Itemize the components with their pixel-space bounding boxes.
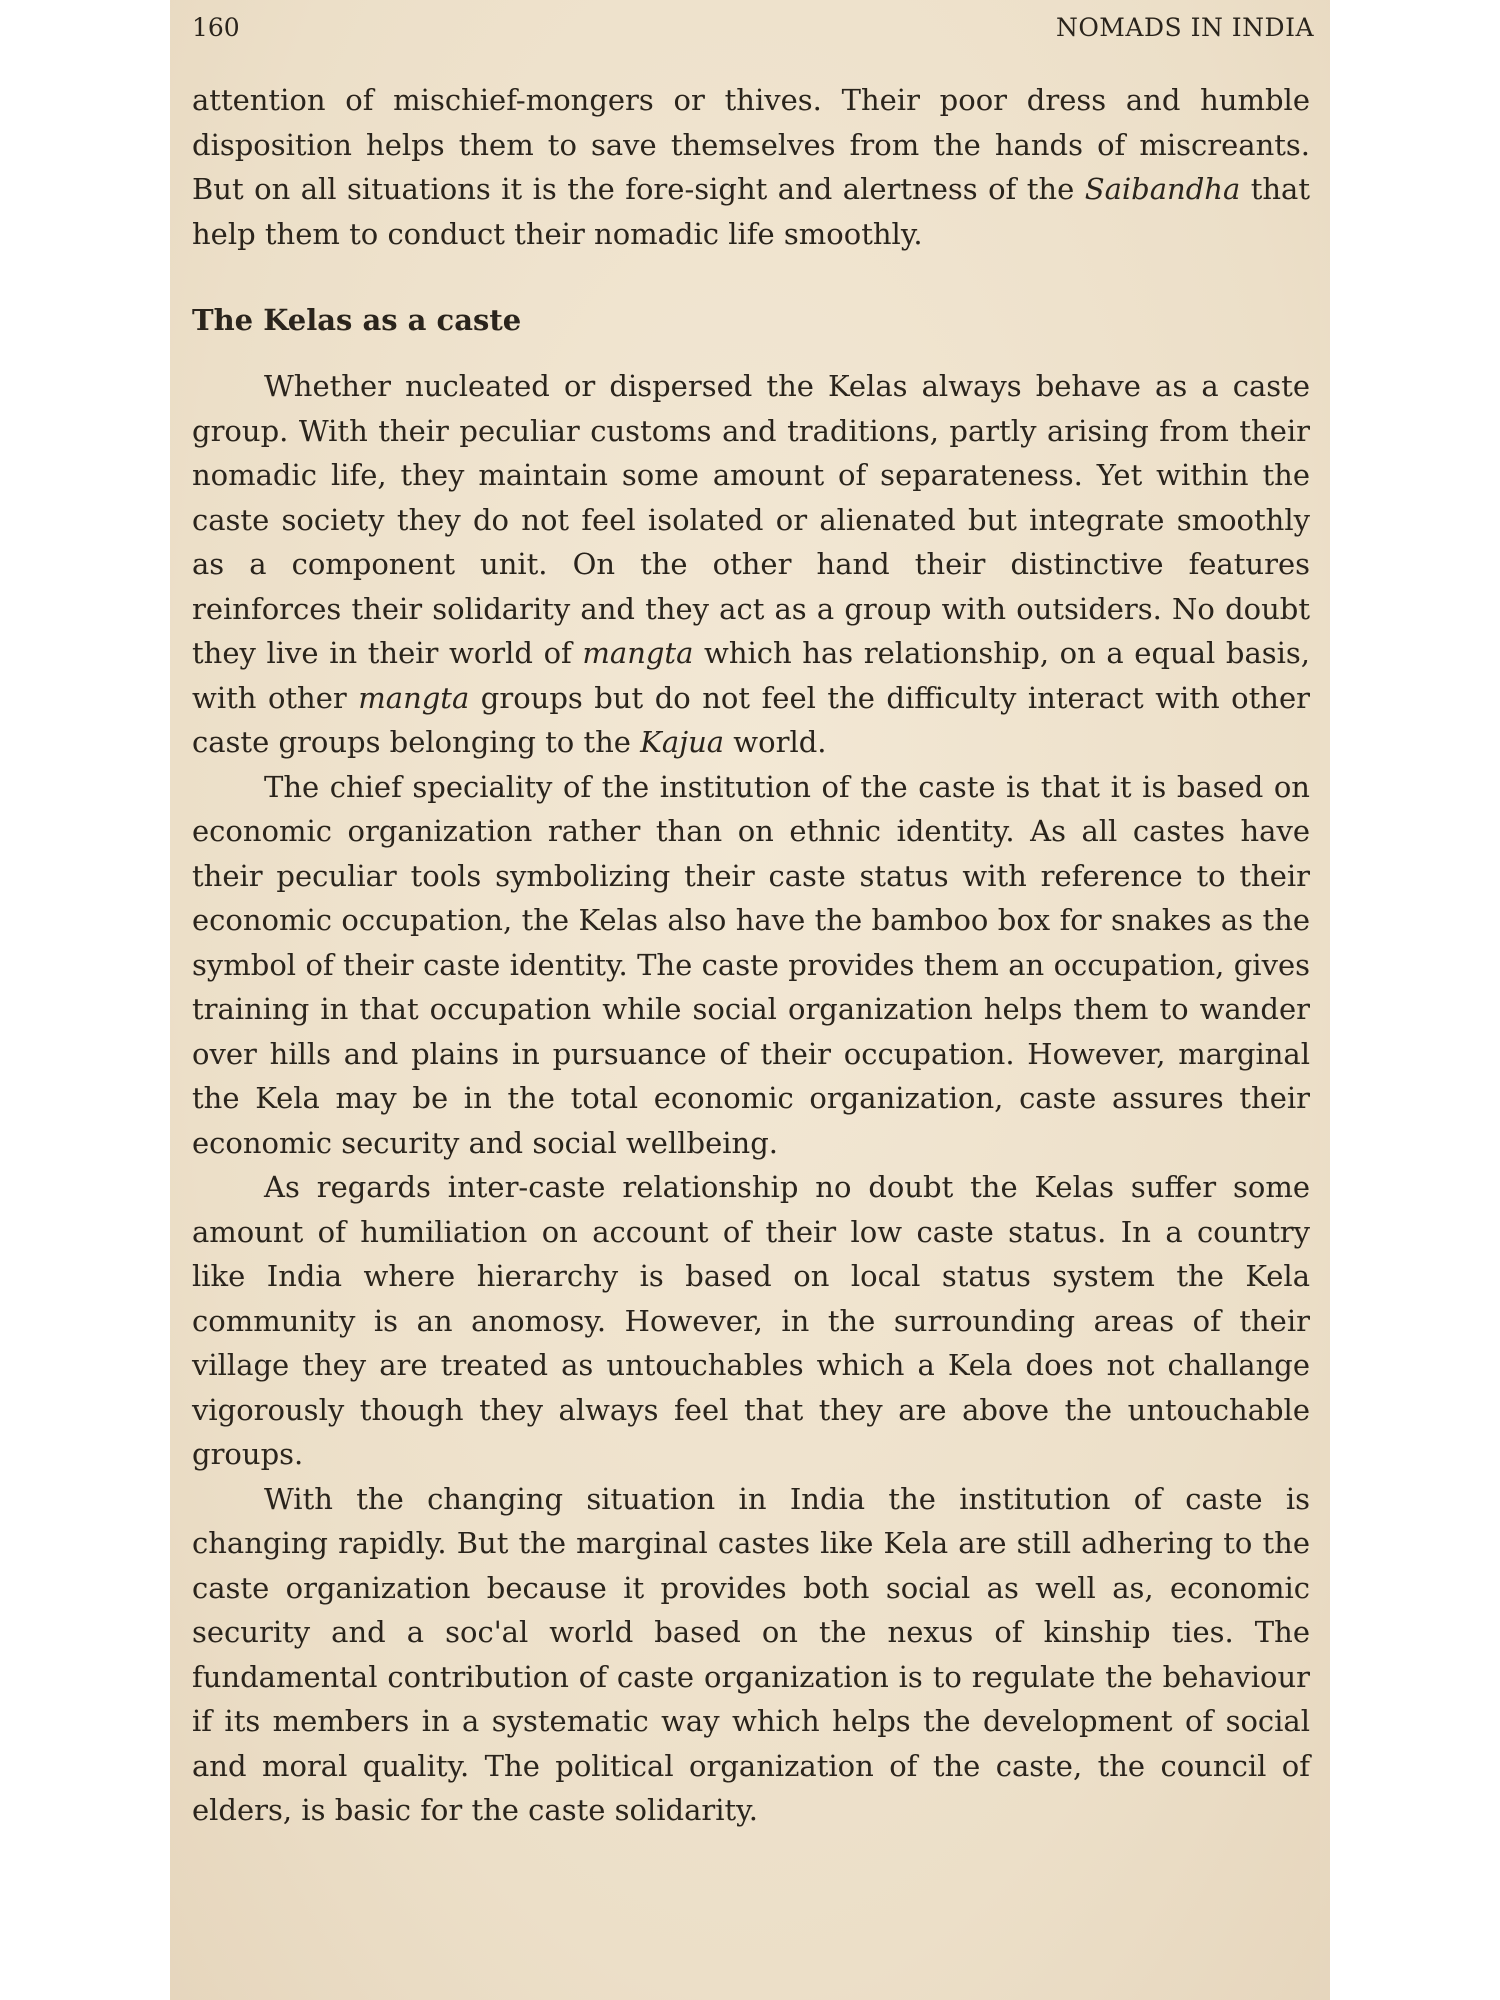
text-run: attention of mischief-mongers or thives. Their poor dress and humble disposition helps them to save themselves from the hands of miscreants. But on all situations it is the fore-sight and alertness of the (192, 83, 1310, 206)
book-title: NOMADS IN INDIA (1055, 13, 1314, 42)
text-run: which has relationship, on a equal basis, with other (192, 636, 1310, 715)
paragraph-2: The chief speciality of the institution of the caste is that it is based on economic organization rather than on ethnic identity. As all castes have their peculiar tools symbolizing their caste status with reference to their economic occupation, the Kelas also have the bamboo box for snakes as the symbol of their caste identity. The caste provides them an occupation, gives training in that occupation while social organization helps them to wander over hills and plains in pursuance of their occupation. However, marginal the Kela may be in the total economic organization, caste assures their economic security and social wellbeing. (192, 769, 1310, 1160)
paragraph-4: With the changing situation in India the institution of caste is changing rapidly. But the marginal castes like Kela are still adhering to the caste organization because it provides both social as well as, economic security and a soc'al world based on the nexus of kinship ties. The fundamental contribution of caste organization is to regulate the behaviour if its members in a systematic way which helps the development of social and moral quality. The political organization of the caste, the council of elders, is basic for the caste solidarity. (192, 1481, 1310, 1827)
section-heading: The Kelas as a caste (192, 303, 522, 337)
italic-term: Saibandha (1084, 172, 1241, 206)
paragraph-1 (192, 364, 1310, 765)
italic-term: Kajua (640, 725, 725, 759)
book-page (170, 0, 1330, 2000)
text-run: world. (724, 725, 827, 759)
italic-term: mangta (582, 636, 694, 670)
text-run: groups but do not feel the difficulty interact with other caste groups belonging to the (192, 680, 1310, 759)
text-run: Whether nucleated or dispersed the Kelas always behave as a caste group. With their peculiar customs and traditions, partly arising from their nomadic life, they maintain some amount of separateness. Yet within the caste society they do not feel isolated or alienated but integrate smoothly as a component unit. On the other hand their distinctive features reinforces their solidarity and they act as a group with outsiders. No doubt they live in their world of (192, 369, 1310, 670)
page-number: 160 (192, 13, 240, 42)
continuation-paragraph (192, 78, 1310, 256)
section-body (192, 364, 1310, 1833)
paragraph-3: As regards inter-caste relationship no doubt the Kelas suffer some amount of humiliation on account of their low caste status. In a country like India where hierarchy is based on local status system the Kela community is an anomosy. However, in the surrounding areas of their village they are treated as untouchables which a Kela does not challange vigorously though they always feel that they are above the untouchable groups. (192, 1170, 1310, 1471)
italic-term: mangta (358, 680, 470, 715)
text-run: that help them to conduct their nomadic life smoothly. (192, 172, 1310, 251)
paragraph-text (192, 78, 1310, 256)
running-head (192, 8, 1314, 48)
